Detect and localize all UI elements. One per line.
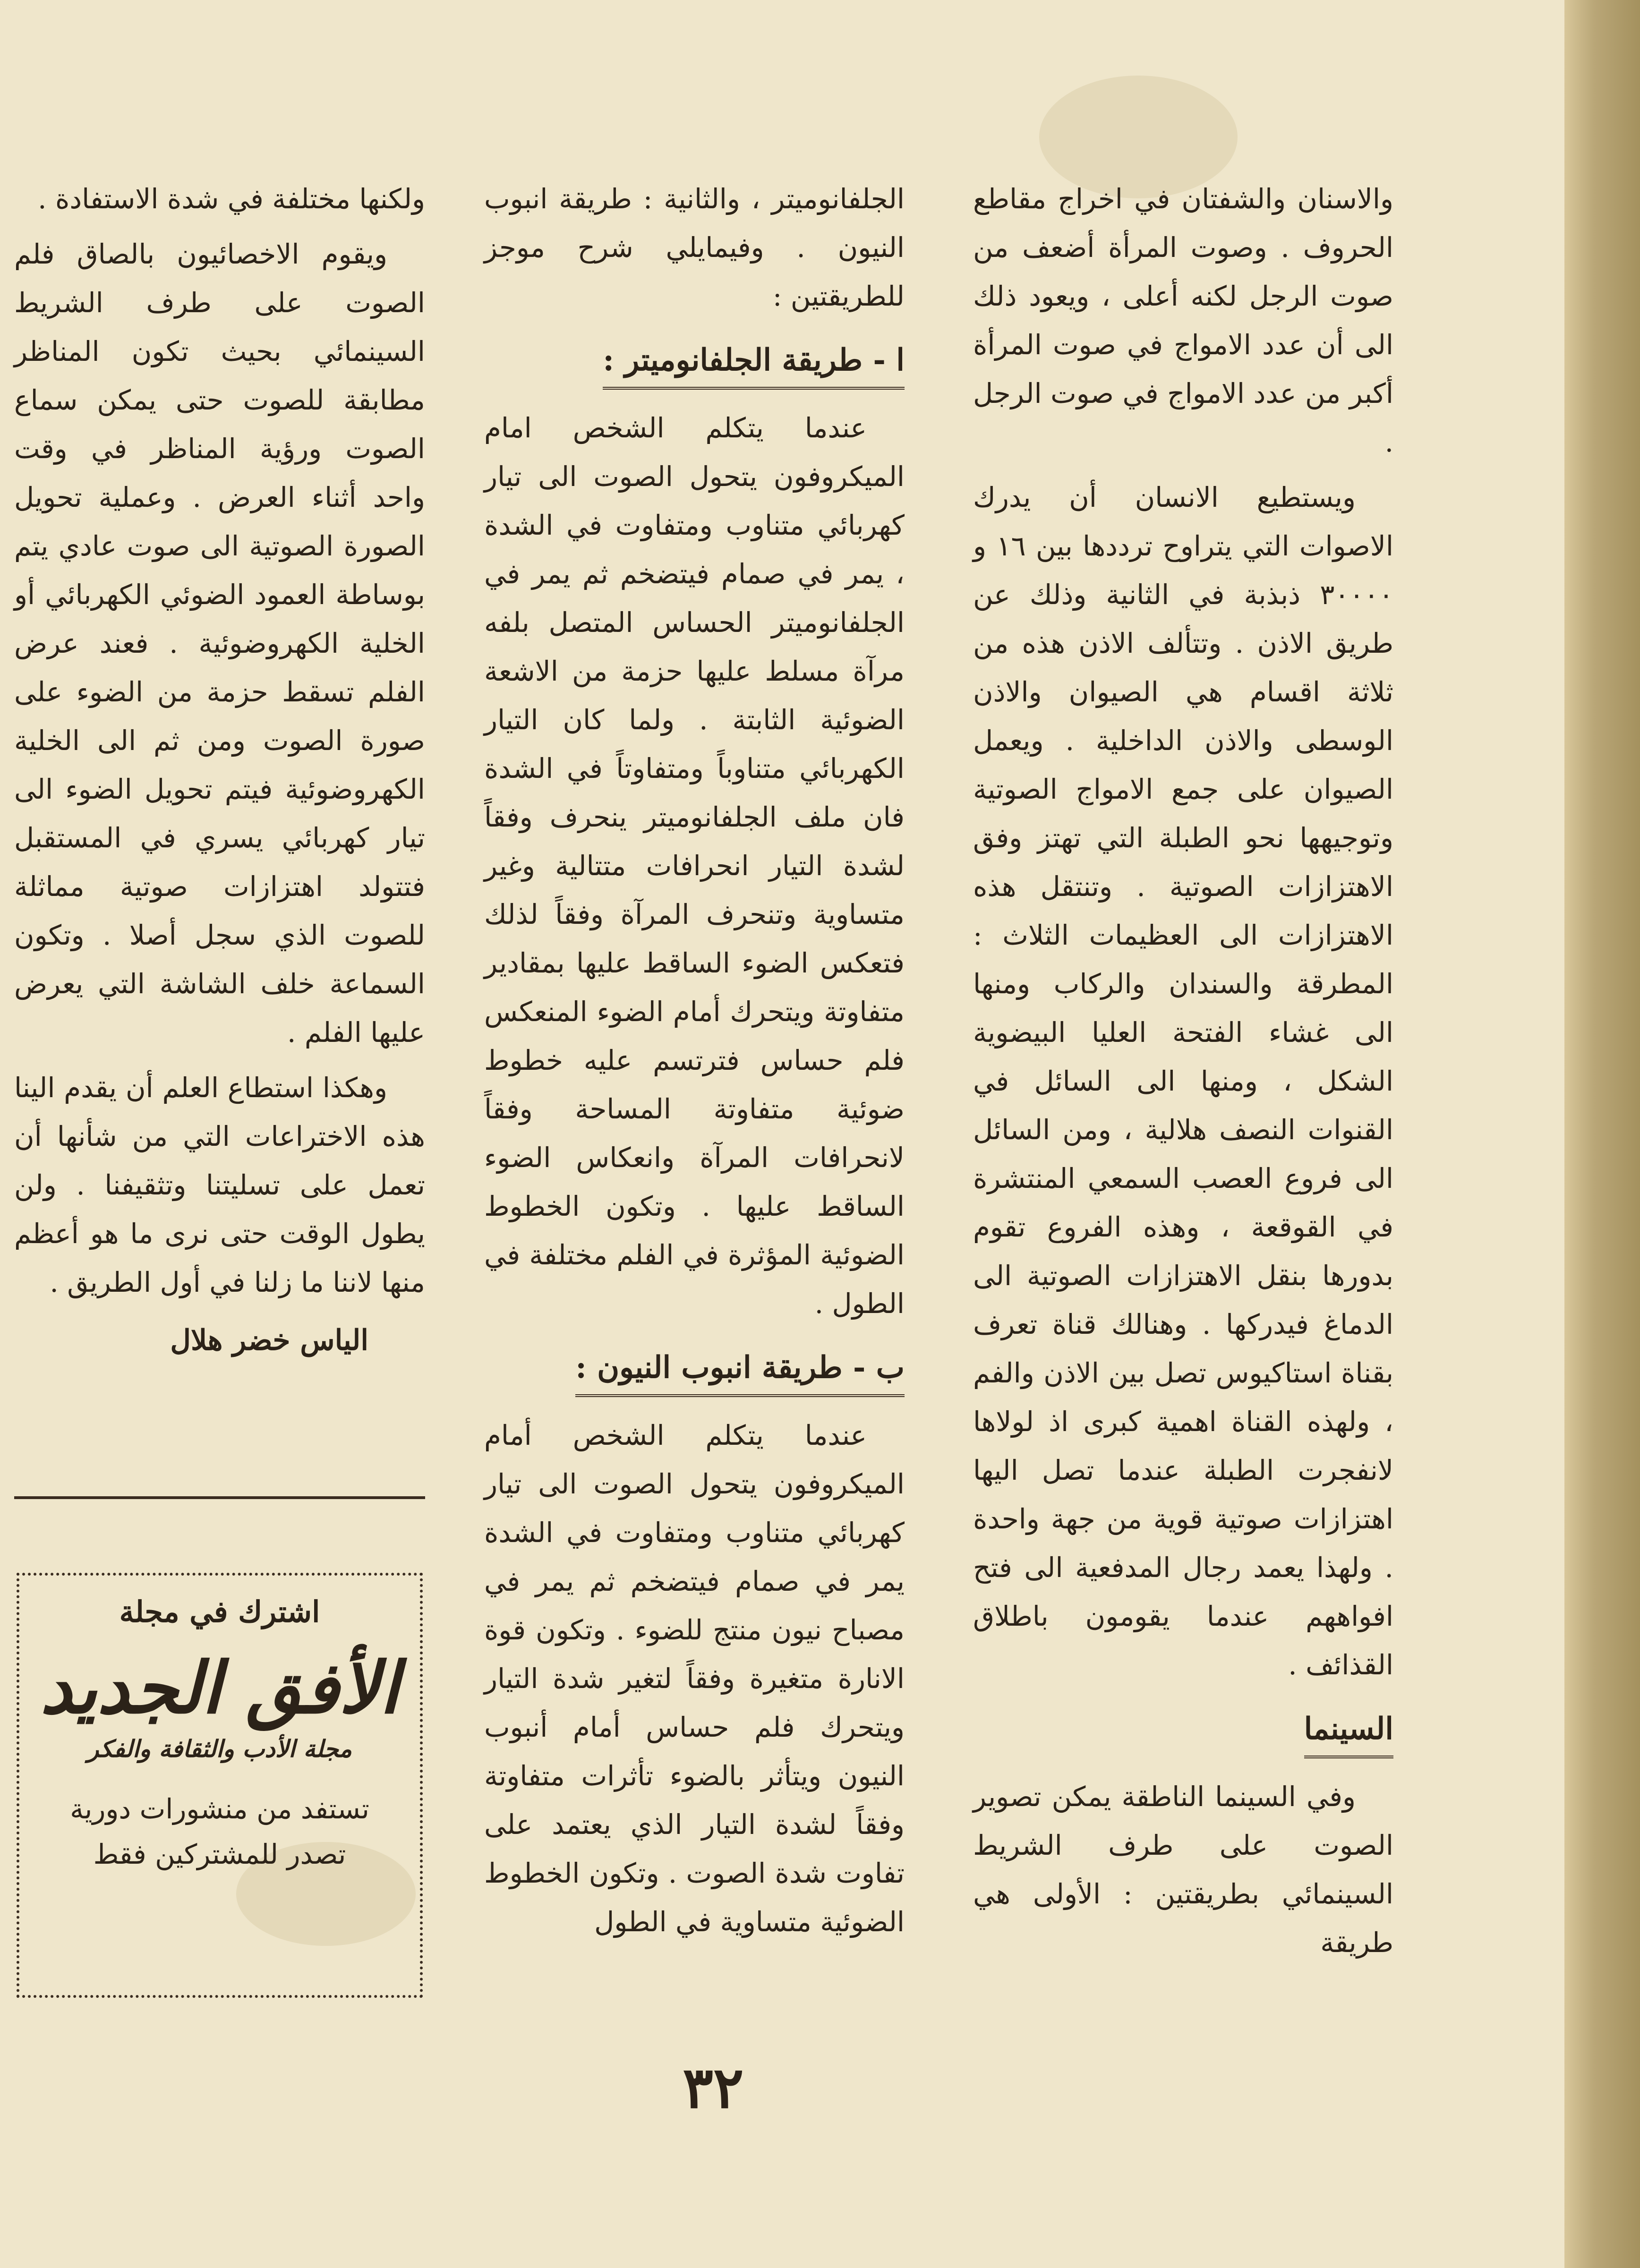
section-heading-neon-tube: ب - طريقة انبوب النيون :	[575, 1344, 905, 1397]
ad-subscribe-line: اشترك في مجلة	[119, 1594, 320, 1629]
ad-subscribers-line: تصدر للمشتركين فقط	[93, 1838, 346, 1870]
body-paragraph: عندما يتكلم الشخص أمام الميكروفون يتحول الصوت الى تيار كهربائي متناوب ومتفاوت في الشدة يمر في صمام فيتضخم ثم يمر في مصباح نيون منتج للضوء . وتكون قوة الانارة متغيرة وفقاً لتغير شدة التيار ويتحرك فلم حساس أمام أنبوب النيون ويتأثر بالضوء تأثرات متفاوتة وفقاً لشدة التيار الذي يعتمد على تفاوت شدة الصوت . وتكون الخطوط الضوئية متساوية في الطول	[484, 1419, 905, 1938]
body-paragraph: الجلفانوميتر ، والثانية : طريقة انبوب النيون . وفيمايلي شرح موجز للطريقتين :	[484, 183, 905, 312]
subscription-advertisement	[17, 1573, 423, 1998]
body-paragraph: ويقوم الاخصائيون بالصاق فلم الصوت على طرف الشريط السينمائي بحيث تكون المناظر مطابقة للصوت حتى يمكن سماع الصوت ورؤية المناظر في وقت واحد أثناء العرض . وعملية تحويل الصورة الصوتية الى صوت عادي يتم بوساطة العمود الضوئي الكهربائي أو الخلية الكهروضوئية . فعند عرض الفلم تسقط حزمة من الضوء على صورة الصوت ومن ثم الى الخلية الكهروضوئية فيتم تحويل الضوء الى تيار كهربائي يسري في المستقبل فتتولد اهتزازات صوتية مماثلة للصوت الذي سجل أصلا . وتكون السماعة خلف الشاشة التي يعرض عليها الفلم .	[14, 238, 425, 1049]
column-middle	[484, 175, 905, 1953]
page-edge	[1564, 0, 1640, 2268]
ad-magazine-subtitle: مجلة الأدب والثقافة والفكر	[87, 1735, 352, 1763]
column-left	[14, 175, 425, 1365]
body-paragraph: ولكنها مختلفة في شدة الاستفادة .	[38, 183, 425, 215]
section-heading-cinema: السينما	[1304, 1705, 1394, 1758]
body-paragraph: وفي السينما الناطقة يمكن تصوير الصوت على طرف الشريط السينمائي بطريقتين : الأولى هي طريقة	[973, 1781, 1393, 1959]
page-number: ٣٢	[683, 2055, 744, 2121]
section-heading-galvanometer: ا - طريقة الجلفانوميتر :	[603, 337, 905, 390]
column-right	[973, 175, 1393, 1974]
separator-rule	[14, 1496, 425, 1499]
body-paragraph: وهكذا استطاع العلم أن يقدم الينا هذه الاختراعات التي من شأنها أن تعمل على تسليتنا وتثقيفنا . ولن يطول الوقت حتى نرى ما هو أعظم منها لاننا ما زلنا في أول الطريق .	[14, 1072, 425, 1298]
body-paragraph: ويستطيع الانسان أن يدرك الاصوات التي يتراوح ترددها بين ١٦ و ٣٠٠٠٠ ذبذبة في الثانية وذلك عن طريق الاذن . وتتألف الاذن هذه من ثلاثة اقسام هي الصيوان والاذن الوسطى والاذن الداخلية . ويعمل الصيوان على جمع الامواج الصوتية وتوجيهها نحو الطبلة التي تهتز وفق الاهتزازات الصوتية . وتنتقل هذه الاهتزازات الى العظيمات الثلاث : المطرقة والسندان والركاب ومنها الى غشاء الفتحة العليا البيضوية الشكل ، ومنها الى السائل في القنوات النصف هلالية ، ومن السائل الى فروع العصب السمعي المنتشرة في القوقعة ، وهذه الفروع تقوم بدورها بنقل الاهتزازات الصوتية الى الدماغ فيدركها . وهنالك قناة تعرف بقناة استاكيوس تصل بين الاذن والفم ، ولهذه القناة اهمية كبرى اذ لولاها لانفجرت الطبلة عندما تصل اليها اهتزازات صوتية قوية من جهة واحدة . ولهذا يعمد رجال المدفعية الى فتح افواههم عندما يقومون باطلاق القذائف .	[973, 481, 1393, 1681]
author-signature: الياس خضر هلال	[170, 1324, 368, 1357]
body-paragraph: والاسنان والشفتان في اخراج مقاطع الحروف . وصوت المرأة أضعف من صوت الرجل لكنه أعلى ، ويعود ذلك الى أن عدد الامواج في صوت المرأة أكبر من عدد الامواج في صوت الرجل .	[973, 183, 1393, 458]
ad-magazine-title: الأفق الجديد	[40, 1646, 399, 1730]
body-paragraph: عندما يتكلم الشخص امام الميكروفون يتحول الصوت الى تيار كهربائي متناوب ومتفاوت في الشدة ، يمر في صمام فيتضخم ثم يمر في الجلفانوميتر الحساس المتصل بلفه مرآة مسلط عليها حزمة من الاشعة الضوئية الثابتة . ولما كان التيار الكهربائي متناوباً ومتفاوتاً في الشدة فان ملف الجلفانوميتر ينحرف وفقاً لشدة التيار انحرافات متتالية وغير متساوية وتنحرف المرآة وفقاً لذلك فتعكس الضوء الساقط عليها بمقادير متفاوتة ويتحرك أمام الضوء المنعكس فلم حساس فترتسم عليه خطوط ضوئية متفاوتة المساحة وفقاً لانحرافات المرآة وانعكاس الضوء الساقط عليها . وتكون الخطوط الضوئية المؤثرة في الفلم مختلفة في الطول .	[484, 412, 905, 1320]
ad-benefit-line: تستفد من منشورات دورية	[70, 1793, 369, 1825]
